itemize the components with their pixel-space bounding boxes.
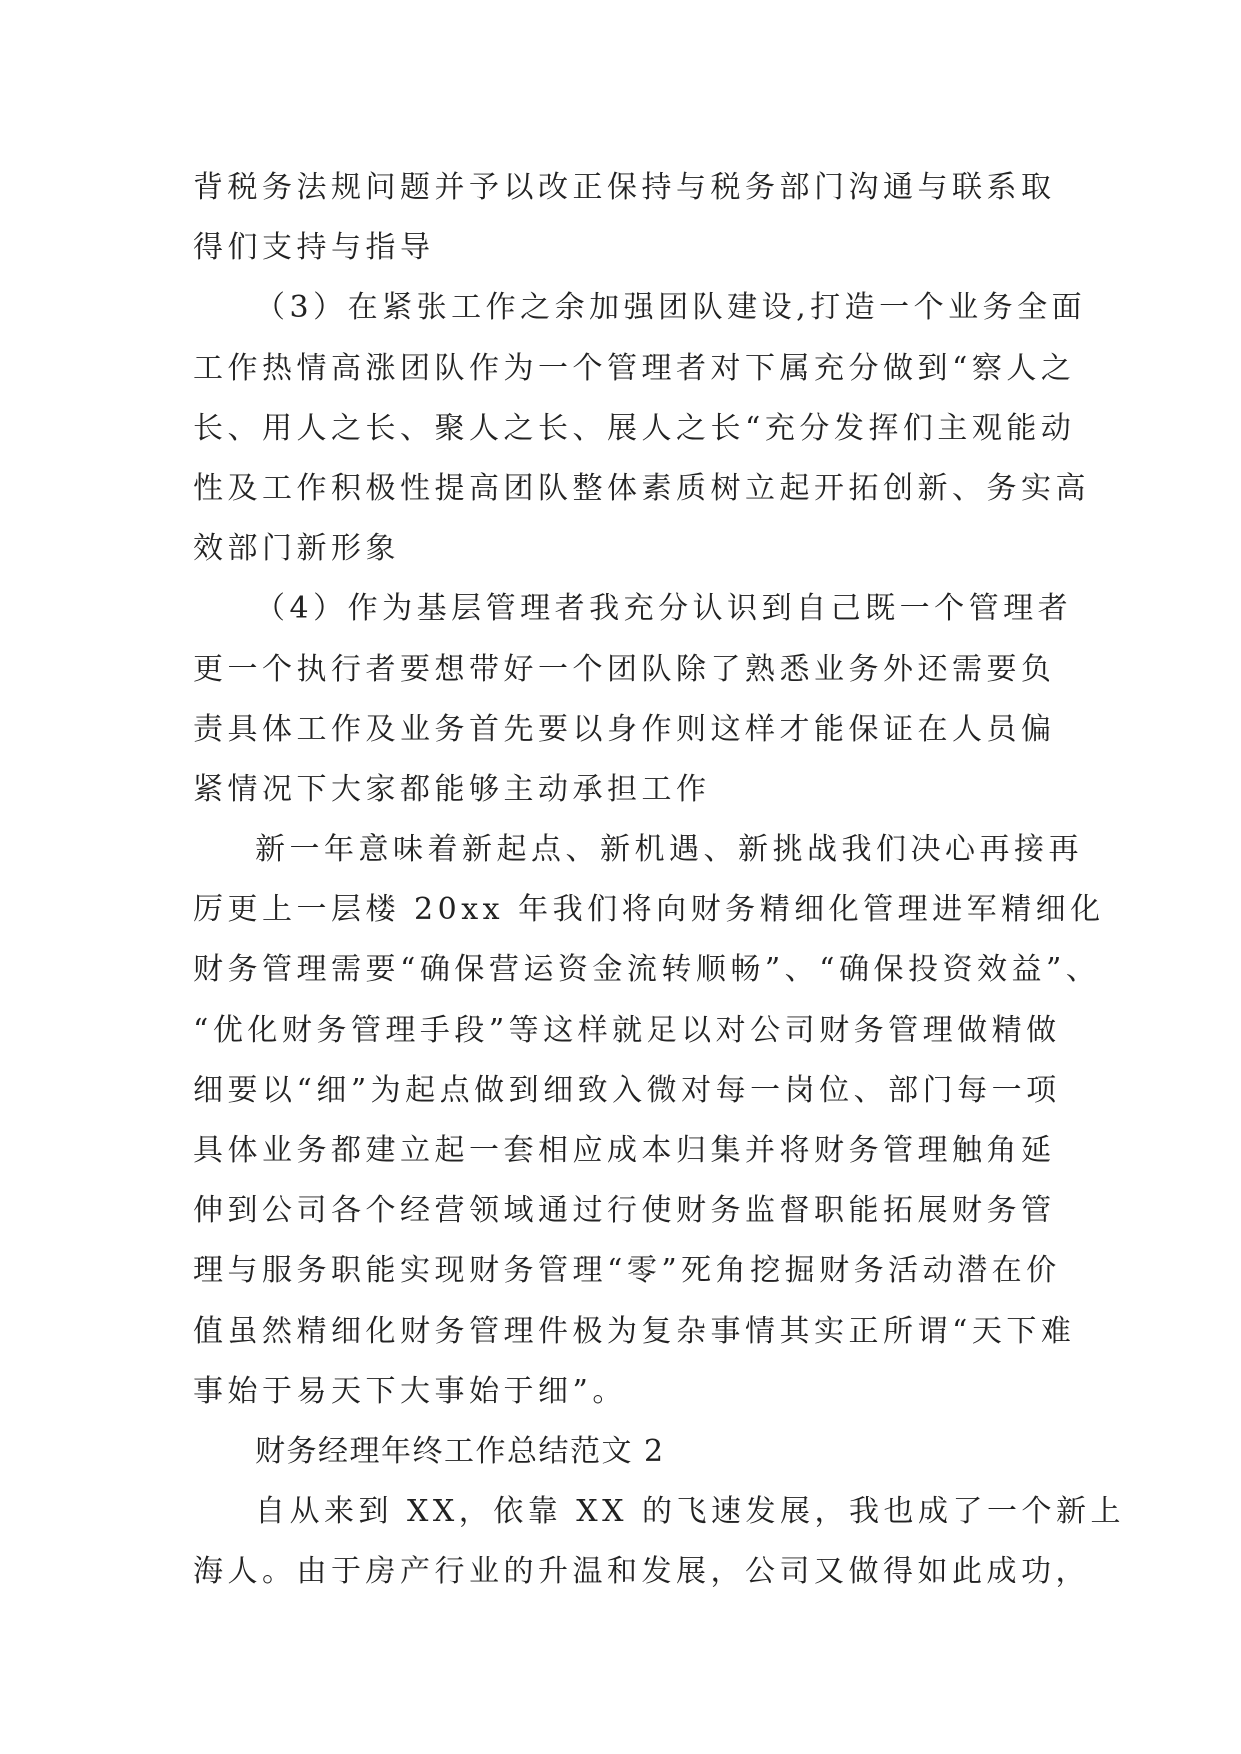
text-line: 厉更上一层楼 20xx 年我们将向财务精细化管理进军精细化 <box>193 892 1105 928</box>
text-line: 性及工作积极性提高团队整体素质树立起开拓创新、务实高 <box>193 470 1090 506</box>
document-body <box>193 158 1126 1603</box>
paragraph-start-line: 新一年意味着新起点、新机遇、新挑战我们决心再接再 <box>255 832 1083 868</box>
text-line: 伸到公司各个经营领域通过行使财务监督职能拓展财务管 <box>193 1193 1056 1229</box>
text-line: 效部门新形象 <box>193 531 400 567</box>
paragraph-start-line: （4）作为基层管理者我充分认识到自己既一个管理者 <box>255 591 1073 627</box>
text-line: 紧情况下大家都能够主动承担工作 <box>193 771 711 807</box>
text-line: 具体业务都建立起一套相应成本归集并将财务管理触角延 <box>193 1133 1056 1168</box>
text-line: 工作热情高涨团队作为一个管理者对下属充分做到“察人之 <box>193 350 1076 386</box>
text-line: 长、用人之长、聚人之长、展人之长“充分发挥们主观能动 <box>193 410 1076 446</box>
text-line: 财务管理需要“确保营运资金流转顺畅”、“确保投资效益”、 <box>193 952 1101 988</box>
text-line: 更一个执行者要想带好一个团队除了熟悉业务外还需要负 <box>193 651 1056 687</box>
text-line: 理与服务职能实现财务管理“零”死角挖掘财务活动潜在价 <box>193 1253 1061 1289</box>
text-line: 值虽然精细化财务管理件极为复杂事情其实正所谓“天下难 <box>193 1313 1076 1349</box>
text-line: 责具体工作及业务首先要以身作则这样才能保证在人员偏 <box>193 711 1056 747</box>
paragraph-start-line: （3）在紧张工作之余加强团队建设,打造一个业务全面 <box>255 290 1087 326</box>
text-line: “优化财务管理手段”等这样就足以对公司财务管理做精做 <box>193 1012 1061 1048</box>
text-line: 海人。由于房产行业的升温和发展，公司又做得如此成功， <box>193 1554 1090 1590</box>
text-line: 背税务法规问题并予以改正保持与税务部门沟通与联系取 <box>193 170 1056 205</box>
text-line: 得们支持与指导 <box>193 230 435 266</box>
section-heading: 财务经理年终工作总结范文 2 <box>255 1433 665 1469</box>
text-line: 事始于易天下大事始于细”。 <box>193 1373 627 1409</box>
text-line: 细要以“细”为起点做到细致入微对每一岗位、部门每一项 <box>193 1072 1061 1108</box>
paragraph-start-line: 自从来到 XX，依靠 XX 的飞速发展，我也成了一个新上 <box>255 1494 1126 1530</box>
